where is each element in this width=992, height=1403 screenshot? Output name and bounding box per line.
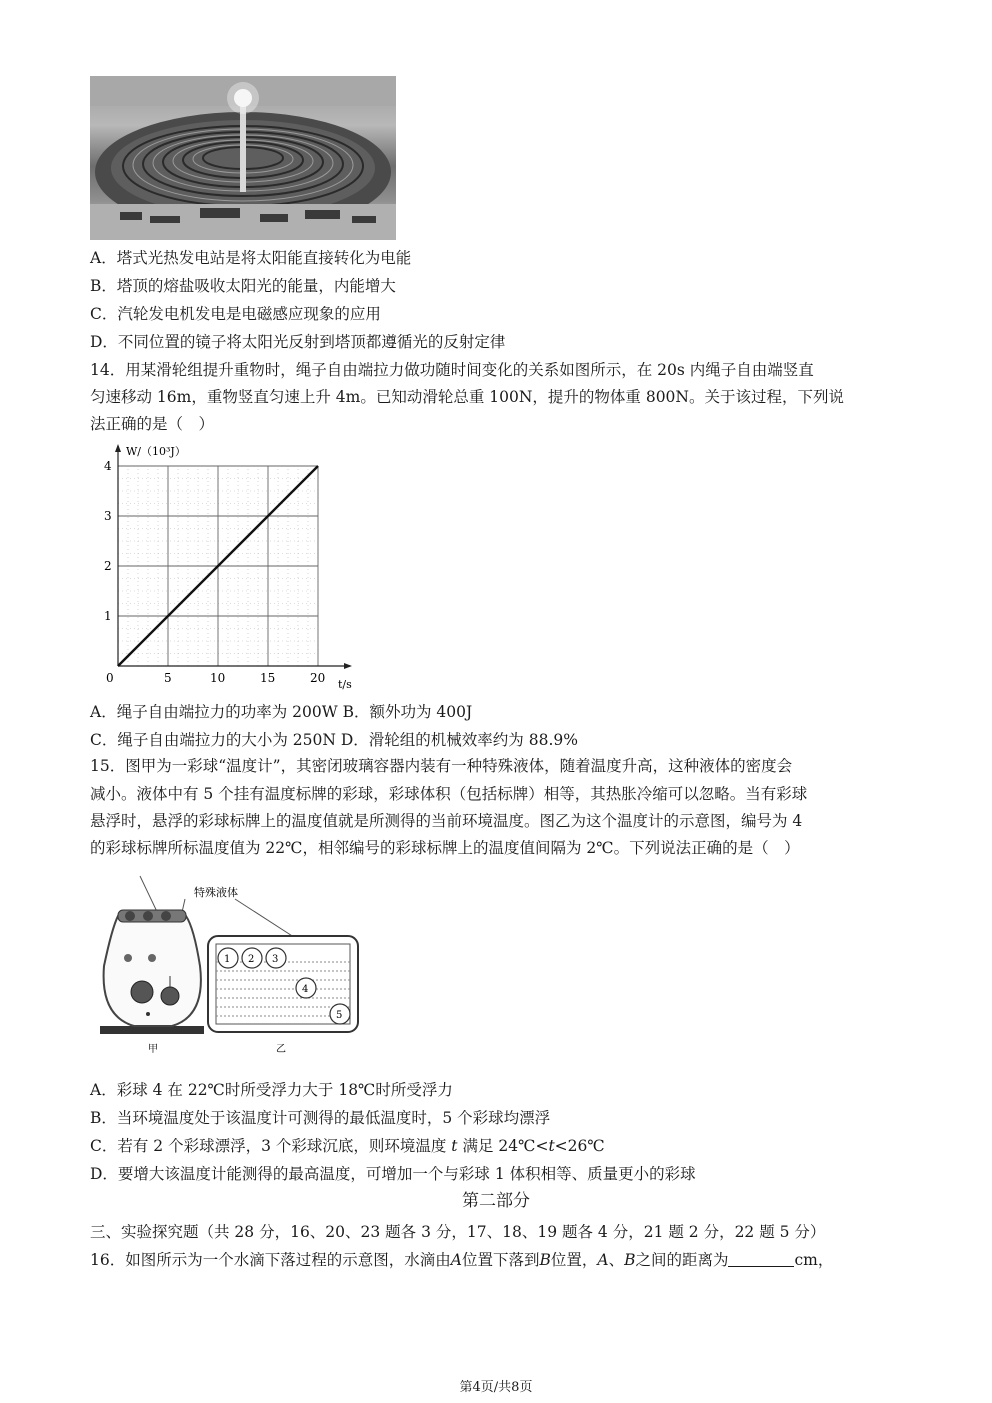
q13-option-a: A．塔式光热发电站是将太阳能直接转化为电能 — [90, 249, 412, 267]
ball-number-5: 5 — [336, 1010, 343, 1021]
ball-number-3: 3 — [272, 954, 279, 965]
ball-thermometer-figure — [90, 866, 370, 1056]
q16-point-a: A — [450, 1251, 462, 1269]
q13-option-c: C．汽轮发电机发电是电磁感应现象的应用 — [90, 305, 381, 323]
q16-text-mid3: 之间的距离为 — [635, 1251, 729, 1269]
ball-number-1: 1 — [224, 954, 231, 965]
q15-option-c-pre: C．若有 2 个彩球漂浮，3 个彩球沉底，则环境温度 — [90, 1137, 452, 1155]
y-tick-label: 4 — [104, 459, 112, 473]
q15-option-c-t2: t — [548, 1137, 555, 1155]
q16-separator: 、 — [608, 1251, 625, 1269]
q13-option-b: B．塔顶的熔盐吸收太阳光的能量，内能增大 — [90, 277, 396, 295]
q16-point-b: B — [539, 1251, 551, 1269]
figure-label-jia: 甲 — [148, 1044, 158, 1055]
x-tick-label: 0 — [106, 671, 114, 685]
chart-x-axis-label: t/s — [338, 678, 352, 691]
q15-stem-line-4: 的彩球标牌所标温度值为 22℃，相邻编号的彩球标牌上的温度值间隔为 2℃。下列说法正确的是（ ） — [90, 839, 800, 857]
x-tick-label: 10 — [210, 671, 226, 685]
q14-stem-line-3: 法正确的是（ ） — [90, 415, 215, 433]
y-axis-arrow-icon — [115, 444, 121, 452]
ball-number-4: 4 — [302, 984, 309, 995]
q15-option-c-post: <26℃ — [554, 1137, 605, 1155]
q15-option-a: A．彩球 4 在 22℃时所受浮力大于 18℃时所受浮力 — [90, 1081, 453, 1099]
q13-option-d: D．不同位置的镜子将太阳光反射到塔顶都遵循光的反射定律 — [90, 333, 506, 351]
x-tick-label: 20 — [310, 671, 326, 685]
q14-stem-line-2: 匀速移动 16m，重物竖直匀速上升 4m。已知动滑轮总重 100N，提升的物体重 800N。关于该过程，下列说 — [90, 388, 844, 406]
q16-point-b2: B — [624, 1251, 636, 1269]
q14-stem-line-1: 14．用某滑轮组提升重物时，绳子自由端拉力做功随时间变化的关系如图所示，在 20s 内绳子自由端竖直 — [90, 361, 814, 379]
q16-text-pre: 16．如图所示为一个水滴下落过程的示意图，水滴由 — [90, 1251, 451, 1269]
q15-stem-line-1: 15．图甲为一彩球“温度计”，其密闭玻璃容器内装有一种特殊液体，随着温度升高，这种液体的密度会 — [90, 757, 793, 775]
y-tick-label: 2 — [104, 559, 112, 573]
q16-text-mid1: 位置下落到 — [461, 1251, 540, 1269]
page-footer: 第4页/共8页 — [459, 1380, 533, 1395]
q15-stem-line-2: 减小。液体中有 5 个挂有温度标牌的彩球，彩球体积（包括标牌）相等，其热胀冷缩可以忽略。当有彩球 — [90, 785, 808, 803]
q15-option-c-mid: 满足 24℃< — [457, 1137, 549, 1155]
jar-jia-icon — [100, 910, 204, 1034]
part-two-title: 第二部分 — [462, 1191, 530, 1211]
y-tick-label: 3 — [104, 509, 112, 523]
solar-field-icon — [90, 76, 396, 240]
q16-unit: cm， — [794, 1251, 834, 1269]
work-time-chart — [88, 436, 368, 698]
q15-stem-line-3: 悬浮时，悬浮的彩球标牌上的温度值就是所测得的当前环境温度。图乙为这个温度计的示意图，编号为 4 — [90, 812, 803, 830]
chart-y-axis-label: W/（10³J） — [126, 445, 186, 458]
q14-options-ab: A．绳子自由端拉力的功率为 200W B．额外功为 400J — [90, 703, 473, 721]
ball-number-2: 2 — [248, 954, 255, 965]
chart-axes — [115, 444, 352, 669]
q15-option-c — [90, 1136, 910, 1156]
figure-label-special-liquid: 特殊液体 — [194, 886, 238, 899]
solar-tower-plant-photo — [90, 76, 396, 240]
q14-options-cd: C．绳子自由端拉力的大小为 250N D．滑轮组的机械效率约为 88.9% — [90, 731, 578, 749]
figure-label-yi: 乙 — [276, 1044, 286, 1055]
x-axis-arrow-icon — [344, 663, 352, 669]
q16-answer-blank[interactable] — [728, 1252, 794, 1267]
section-three-heading: 三、实验探究题（共 28 分，16、20、23 题各 3 分，17、18、19 题各 4 分，21 题 2 分，22 题 5 分） — [90, 1223, 826, 1241]
q16-point-a2: A — [597, 1251, 609, 1269]
q16-stem — [90, 1250, 910, 1270]
x-tick-label: 15 — [260, 671, 276, 685]
q15-option-b: B．当环境温度处于该温度计可测得的最低温度时，5 个彩球均漂浮 — [90, 1109, 551, 1127]
x-tick-label: 5 — [164, 671, 172, 685]
q15-option-d: D．要增大该温度计能测得的最高温度，可增加一个与彩球 1 体积相等、质量更小的彩球 — [90, 1165, 696, 1183]
q15-option-c-t1: t — [451, 1137, 458, 1155]
y-tick-label: 1 — [104, 609, 112, 623]
q16-text-mid2: 位置， — [550, 1251, 598, 1269]
